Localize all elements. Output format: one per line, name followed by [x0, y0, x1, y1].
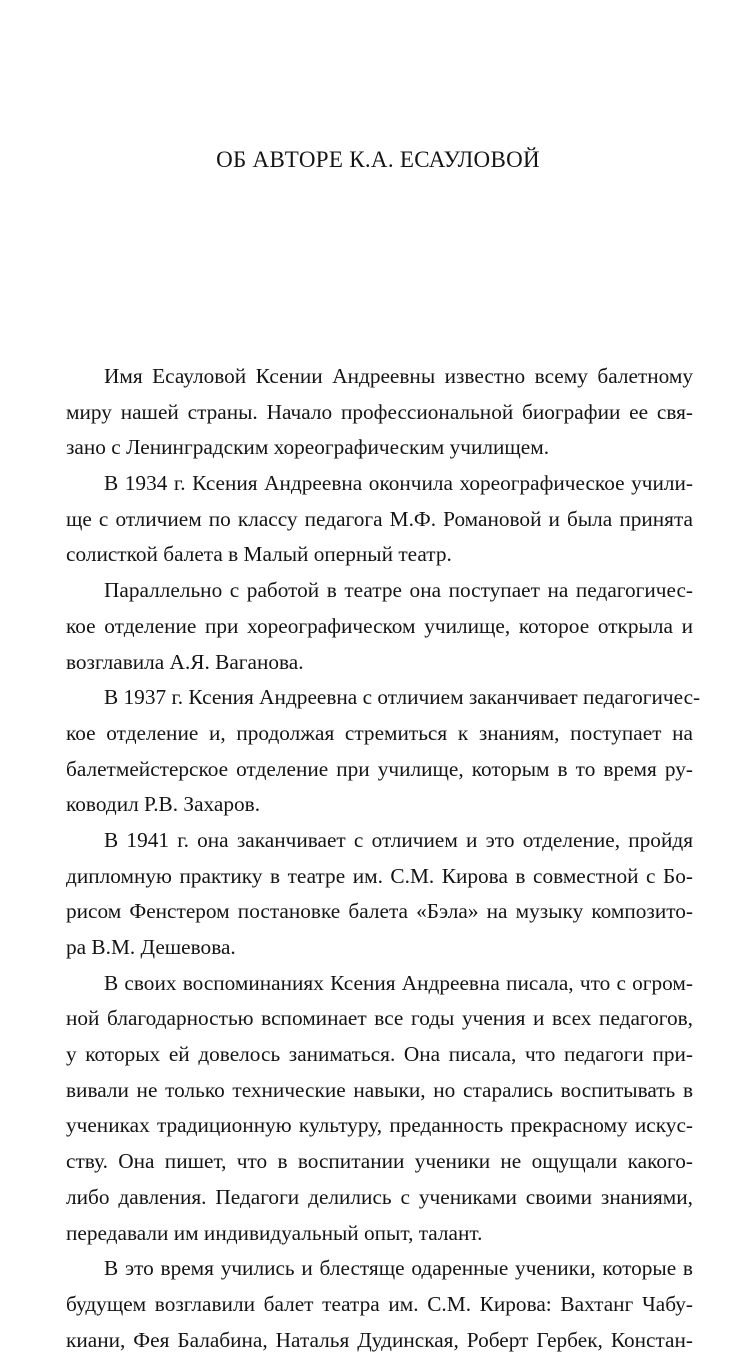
- page-title: ОБ АВТОРЕ К.А. ЕСАУЛОВОЙ: [216, 147, 540, 172]
- text-line: передавали им индивидуальный опыт, талант.: [66, 1220, 483, 1245]
- body-text: [66, 359, 701, 1358]
- paragraph-5: [66, 823, 693, 966]
- text-line: учениках традиционную культуру, преданность прекрасному искус-: [66, 1113, 693, 1138]
- paragraph-3: [66, 573, 693, 680]
- text-line: возглавила А.Я. Ваганова.: [66, 649, 304, 674]
- text-line: В своих воспоминаниях Ксения Андреевна писала, что с огром-: [104, 970, 693, 995]
- text-line: ной благодарностью вспоминает все годы учения и всех педагогов,: [66, 1006, 693, 1031]
- text-line: у которых ей довелось заниматься. Она писала, что педагоги при-: [66, 1042, 693, 1067]
- text-line: кое отделение и, продолжая стремиться к знаниям, поступает на: [66, 720, 693, 745]
- paragraph-7: [66, 1251, 693, 1358]
- text-line: вивали не только технические навыки, но старались воспитывать в: [66, 1077, 693, 1102]
- text-line: кое отделение при хореографическом училище, которое открыла и: [66, 613, 693, 638]
- text-line: ще с отличием по классу педагога М.Ф. Романовой и была принята: [66, 506, 693, 531]
- text-line: В 1941 г. она заканчивает с отличием и это отделение, пройдя: [104, 827, 693, 852]
- text-line: дипломную практику в театре им. С.М. Кирова в совместной с Бо-: [66, 863, 693, 888]
- text-line: В это время учились и блестяще одаренные ученики, которые в: [104, 1256, 693, 1281]
- paragraph-2: [66, 466, 693, 573]
- text-line: В 1937 г. Ксения Андреевна с отличием заканчивает педагогичес-: [104, 685, 701, 710]
- text-line: солисткой балета в Малый оперный театр.: [66, 542, 452, 567]
- text-line: Параллельно с работой в театре она поступает на педагогичес-: [104, 578, 693, 603]
- text-line: рисом Фенстером постановке балета «Бэла» на музыку композито-: [66, 899, 693, 924]
- text-line: зано с Ленинградским хореографическим училищем.: [66, 435, 550, 460]
- text-line: В 1934 г. Ксения Андреевна окончила хореографическое учили-: [104, 471, 693, 496]
- text-line: будущем возглавили балет театра им. С.М. Кирова: Вахтанг Чабу-: [66, 1291, 693, 1316]
- text-line: ству. Она пишет, что в воспитании ученики не ощущали какого-: [66, 1149, 693, 1174]
- paragraph-6: [66, 966, 693, 1252]
- text-line: либо давления. Педагоги делились с учениками своими знаниями,: [66, 1184, 693, 1209]
- paragraph-4: [66, 680, 701, 823]
- text-line: ководил Р.В. Захаров.: [66, 792, 261, 817]
- text-line: балетмейстерское отделение при училище, которым в то время ру-: [66, 756, 693, 781]
- text-line: киани, Фея Балабина, Наталья Дудинская, Роберт Гербек, Констан-: [66, 1327, 693, 1352]
- text-line: Имя Есауловой Ксении Андреевны известно всему балетному: [104, 364, 693, 388]
- text-line: миру нашей страны. Начало профессиональной биографии ее свя-: [66, 399, 693, 424]
- text-line: ра В.М. Дешевова.: [66, 935, 236, 959]
- paragraph-1: [66, 359, 693, 466]
